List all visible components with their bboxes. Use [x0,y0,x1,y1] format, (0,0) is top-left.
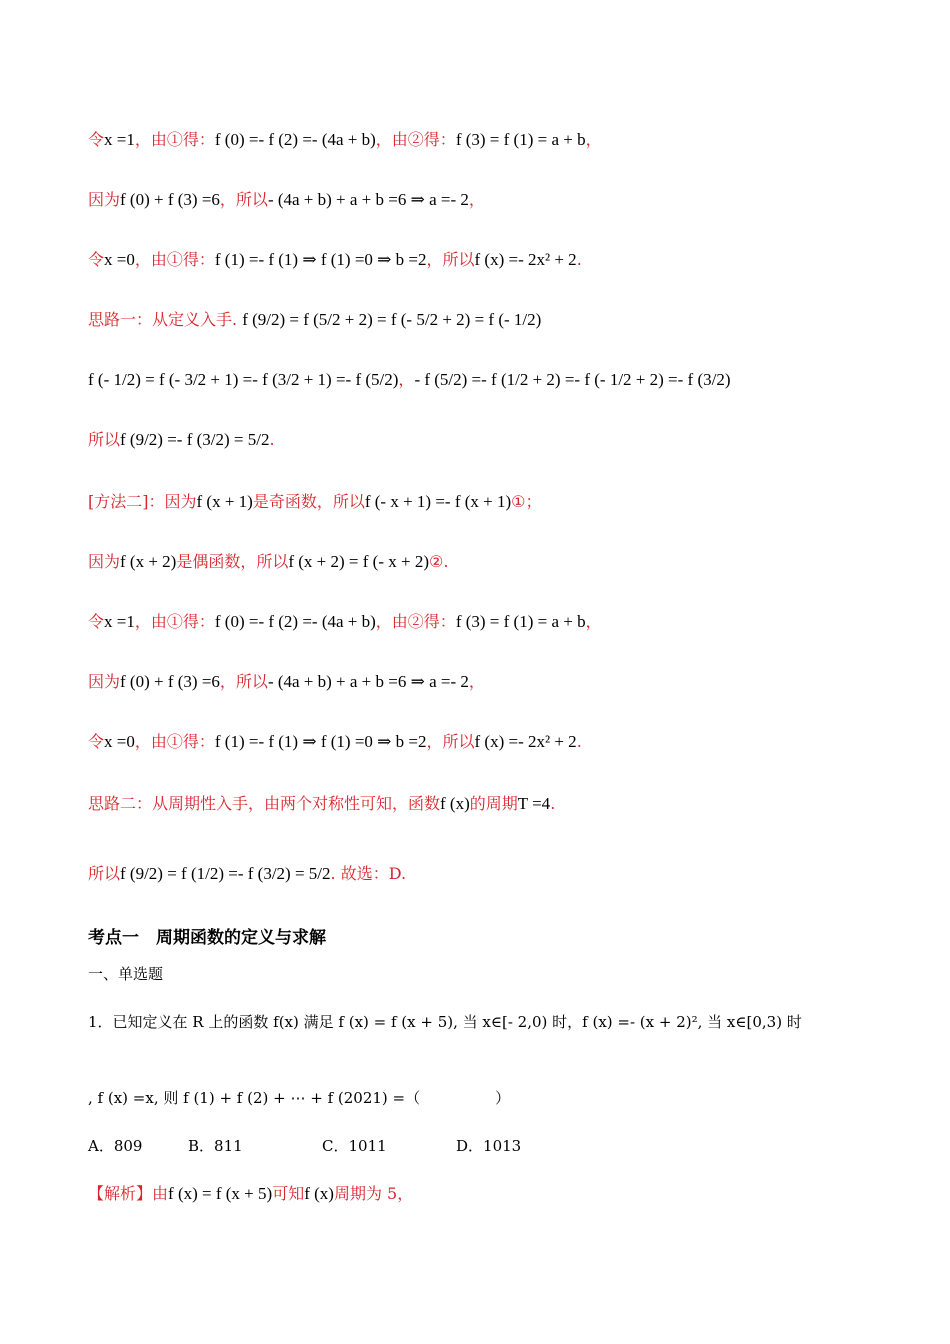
solution-line-13: 所以f (9/2) = f (1/2) =- f (3/2) = 5/2. 故选：D. [88,864,407,883]
solution-line-2: 因为f (0) + f (3) =6，所以- (4a + b) + a + b =6 ⇒ a =- 2， [88,190,485,209]
solution-line-9: 令x =1，由①得：f (0) =- f (2) =- (4a + b)，由②得：f (3) = f (1) = a + b， [88,612,602,631]
sub-title: 一、单选题 [88,965,164,983]
solution-line-10: 因为f (0) + f (3) =6，所以- (4a + b) + a + b =6 ⇒ a =- 2， [88,672,485,691]
question-line-2: , f (x) =x, 则 f (1) + f (2) + ⋯ + f (2021) =（ ） [88,1089,511,1107]
solution-line-1: 令x =1，由①得：f (0) =- f (2) =- (4a + b)，由②得：f (3) = f (1) = a + b， [88,130,602,149]
option-c: C．1011 [322,1137,387,1155]
solution-line-4: 思路一：从定义入手. f (9/2) = f (5/2 + 2) = f (- 5/2 + 2) = f (- 1/2) [88,310,542,329]
option-b: B．811 [188,1137,243,1155]
option-d: D．1013 [456,1137,522,1155]
solution-line-7: [方法二]：因为f (x + 1)是奇函数，所以f (- x + 1) =- f (x + 1)①； [88,492,542,511]
solution-line-6: 所以f (9/2) =- f (3/2) = 5/2. [88,430,275,449]
solution-line-12: 思路二：从周期性入手，由两个对称性可知，函数f (x)的周期T =4. [88,794,556,813]
analysis-tag: 【解析】 [88,1184,153,1203]
solution-line-3: 令x =0，由①得：f (1) =- f (1) ⇒ f (1) =0 ⇒ b =2，所以f (x) =- 2x² + 2. [88,250,582,269]
analysis-line: 【解析】由f (x) = f (x + 5)可知f (x)周期为 5， [88,1184,414,1203]
solution-line-5: f (- 1/2) = f (- 3/2 + 1) =- f (3/2 + 1) =- f (5/2)，- f (5/2) =- f (1/2 + 2) =- f (- 1/2 + 2) =- f (3/2) [88,370,731,389]
solution-line-11: 令x =0，由①得：f (1) =- f (1) ⇒ f (1) =0 ⇒ b =2，所以f (x) =- 2x² + 2. [88,732,582,751]
solution-line-8: 因为f (x + 2)是偶函数，所以f (x + 2) = f (- x + 2)②. [88,552,449,571]
question-line-1: 1．已知定义在 R 上的函数 f(x) 满足 f (x) = f (x + 5), 当 x∈[- 2,0) 时，f (x) =- (x + 2)², 当 x∈[0,3) 时 [88,1013,802,1031]
answer-options [88,1134,521,1158]
option-a: A．809 [88,1137,143,1155]
section-title: 考点一 周期函数的定义与求解 [88,928,326,948]
